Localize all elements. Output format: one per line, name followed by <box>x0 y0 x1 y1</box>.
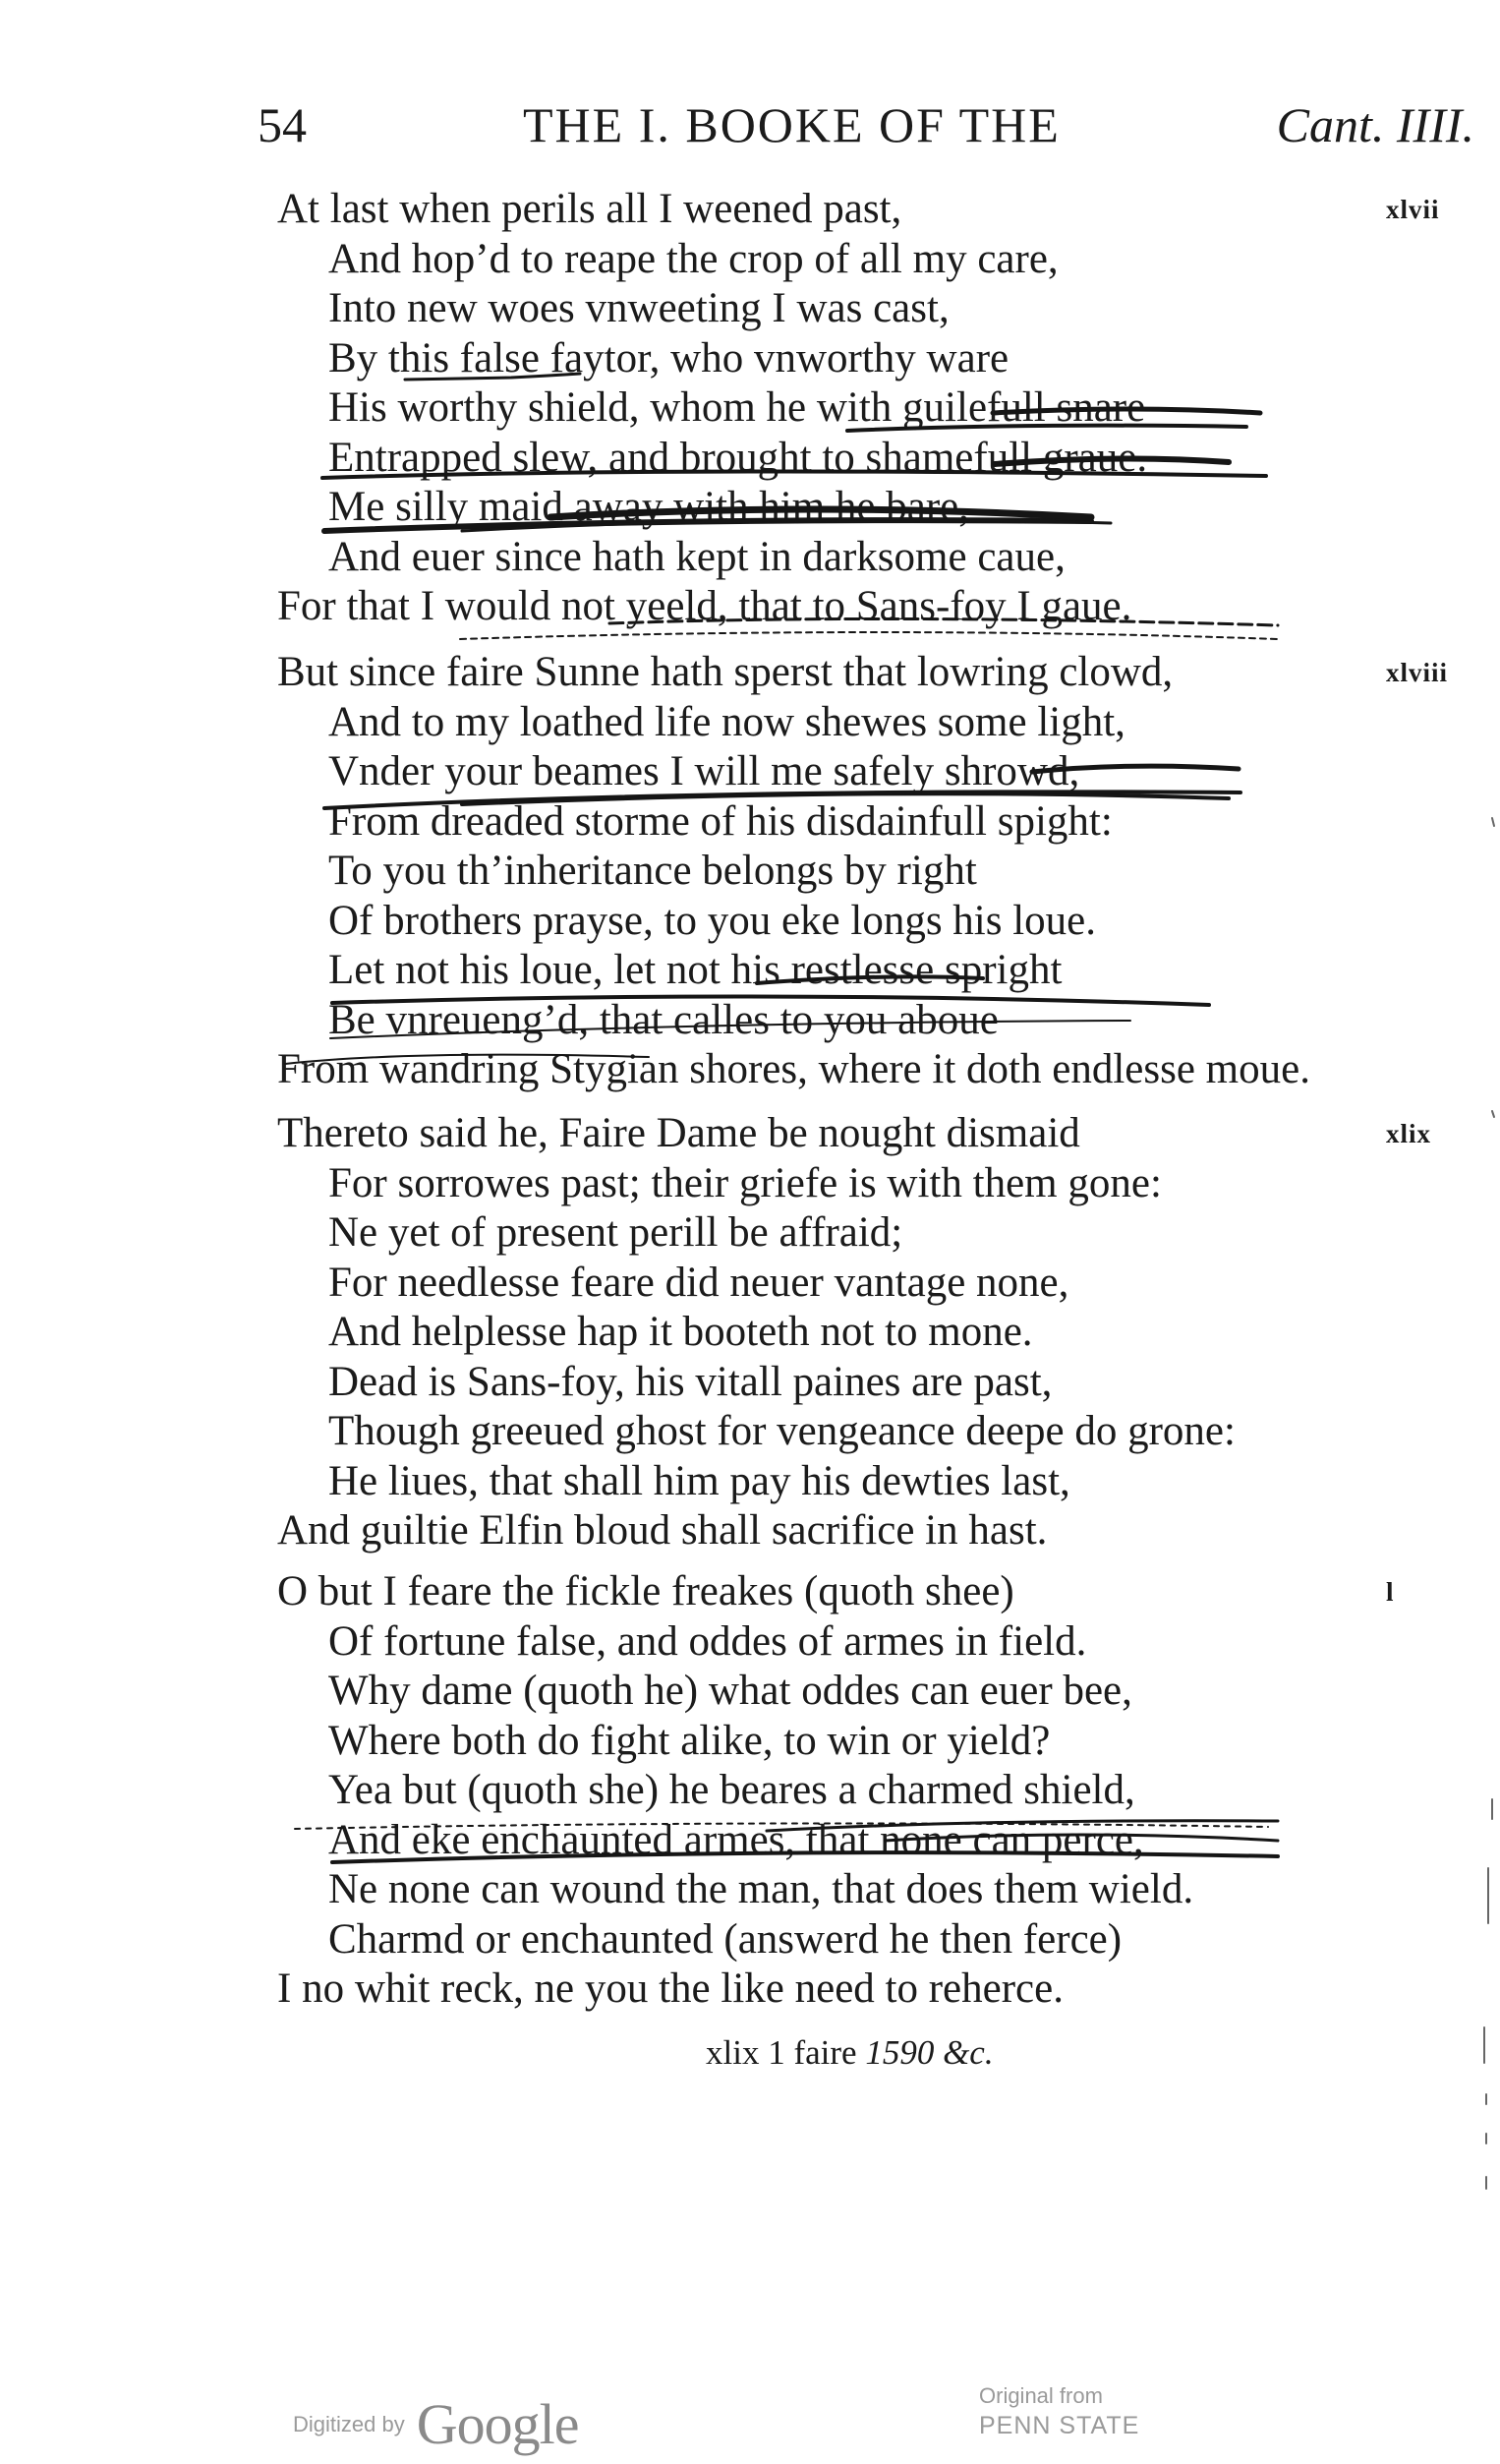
verse-line: Yea but (quoth she) he beares a charmed shield, <box>328 1767 1135 1813</box>
verse-line: And to my loathed life now shewes some light, <box>328 698 1125 745</box>
canto-label: Cant. IIII. <box>1276 97 1474 152</box>
verse-line: And euer since hath kept in darksome caue, <box>328 533 1066 580</box>
verse-line: Dead is Sans-foy, his vitall paines are past, <box>328 1358 1053 1405</box>
google-logo: Google <box>416 2392 579 2456</box>
verse-line: For sorrowes past; their griefe is with them gone: <box>328 1159 1162 1206</box>
verse-line: Of brothers prayse, to you eke longs his loue. <box>328 897 1097 944</box>
digitized-by-label: Digitized by <box>293 2411 405 2436</box>
source-watermark <box>979 2381 1139 2440</box>
footnote-text: xlix 1 faire <box>706 2033 857 2072</box>
page-number: 54 <box>258 97 307 152</box>
verse-line: He liues, that shall him pay his dewties last, <box>328 1457 1070 1504</box>
verse-line: Why dame (quoth he) what oddes can euer bee, <box>328 1668 1132 1714</box>
verse-line: But since faire Sunne hath sperst that lowring clowd, <box>277 649 1174 695</box>
verse-line: Ne none can wound the man, that does them wield. <box>328 1866 1194 1912</box>
digitized-watermark <box>293 2391 578 2457</box>
underline-stroke <box>460 632 1278 639</box>
verse-line: For that I would not yeeld, that to Sans-foy I gaue. <box>277 583 1132 629</box>
verse-line: Vnder your beames I will me safely shrowd, <box>328 748 1080 794</box>
stanza-number: l <box>1386 1577 1395 1607</box>
verse-line: I no whit reck, ne you the like need to reherce. <box>277 1965 1064 2012</box>
verse-line: Me silly maid away with him he bare, <box>328 484 970 530</box>
verse-line: Into new woes vnweeting I was cast, <box>328 285 950 331</box>
verse-line: Though greeued ghost for vengeance deepe do grone: <box>328 1408 1236 1454</box>
stanza-number: xlviii <box>1386 658 1449 687</box>
verse-line: O but I feare the fickle freakes (quoth shee) <box>277 1568 1014 1614</box>
verse-line: And guiltie Elfin bloud shall sacrifice in hast. <box>277 1507 1048 1554</box>
verse-line: His worthy shield, whom he with guilefull snare <box>328 384 1146 431</box>
verse-line: And eke enchaunted armes, that none can perce, <box>328 1816 1144 1863</box>
margin-mark <box>1492 1111 1494 1117</box>
stanza-xlvii <box>277 185 1486 632</box>
stanza-number: xlvii <box>1386 195 1440 224</box>
running-title: THE I. BOOKE OF THE <box>523 97 1061 152</box>
verse-line: Charmd or enchaunted (answerd he then ferce) <box>328 1915 1123 1963</box>
verse-line: To you th’inheritance belongs by right <box>328 848 977 894</box>
verse-line: Let not his loue, let not his restlesse spright <box>328 947 1063 993</box>
verse-line: Of fortune false, and oddes of armes in field. <box>328 1617 1087 1665</box>
verse-line: Ne yet of present perill be affraid; <box>328 1209 903 1256</box>
verse-line: From dreaded storme of his disdainfull spight: <box>328 797 1113 845</box>
stanza-xlviii <box>277 648 1486 1095</box>
verse-line: And helplesse hap it booteth not to mone. <box>328 1309 1033 1355</box>
verse-line: Thereto said he, Faire Dame be nought dismaid <box>277 1110 1080 1156</box>
verse-line: Where both do fight alike, to win or yield? <box>328 1717 1051 1764</box>
verse-line: Entrapped slew, and brought to shamefull graue. <box>328 434 1148 481</box>
verse-line: For needlesse feare did neuer vantage none, <box>328 1259 1069 1306</box>
footnote-year: 1590 &c. <box>865 2033 994 2072</box>
verse-line: At last when perils all I weened past, <box>277 186 902 232</box>
verse-line: From wandring Stygian shores, where it doth endlesse moue. <box>277 1046 1310 1092</box>
verse-line: And hop’d to reape the crop of all my care, <box>328 235 1059 282</box>
margin-mark <box>1492 818 1494 826</box>
stanza-xlix <box>277 1109 1486 1556</box>
verse-line: By this false faytor, who vnworthy ware <box>328 334 1010 381</box>
stanza-number: xlix <box>1386 1119 1432 1148</box>
institution-label: PENN STATE <box>979 2412 1140 2439</box>
stanza-l <box>277 1567 1486 2015</box>
running-header <box>256 96 1474 155</box>
original-from-label: Original from <box>979 2383 1103 2408</box>
footnote <box>706 2033 994 2073</box>
verse-line: Be vnreueng’d, that calles to you aboue <box>328 996 999 1043</box>
